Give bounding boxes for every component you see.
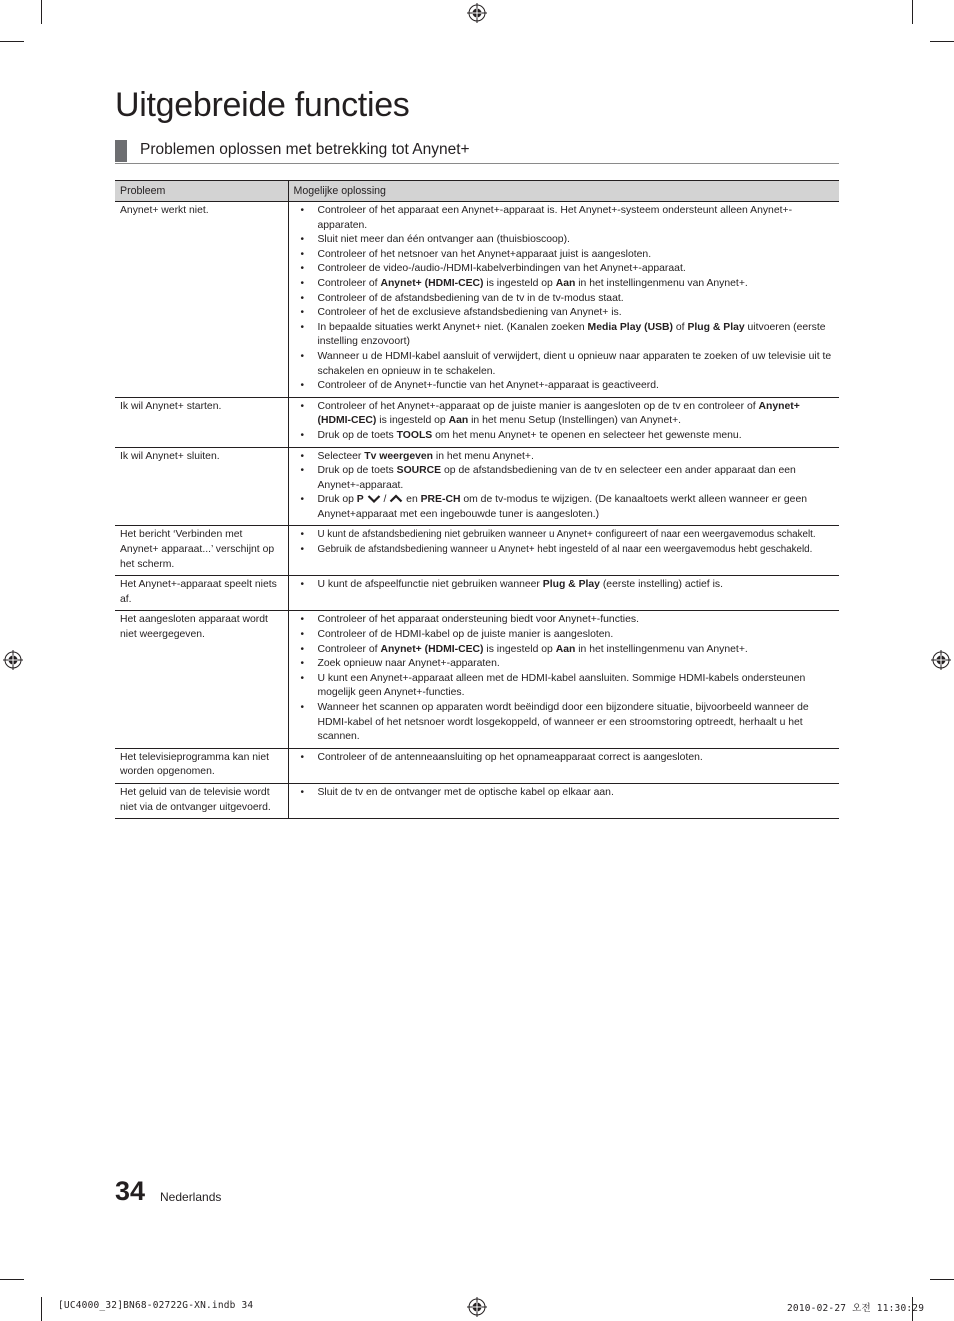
solution-item: • Controleer of Anynet+ (HDMI-CEC) is ingesteld op Aan in het instellingenmenu van Anynet+. <box>294 643 835 658</box>
chevron-down-icon <box>367 493 381 504</box>
table-header-row <box>115 181 839 202</box>
solution-item: • Zoek opnieuw naar Anynet+-apparaten. <box>294 657 835 672</box>
solution-item: • Controleer of het Anynet+-apparaat op de juiste manier is aangesloten op de tv en controleer of Anynet+ (HDMI-CEC) is ingesteld op Aan in het menu Setup (Instellingen) van Anynet+. <box>294 400 835 429</box>
solution-list <box>294 786 835 801</box>
solution-item: • Druk op P / en PRE-CH om de tv-modus te wijzigen. (De kanaaltoets werkt alleen wanneer er geen Anynet+apparaat met een ingebouwde tuner is aangesloten.) <box>294 493 835 522</box>
solution-cell <box>288 397 839 447</box>
solution-item: • Druk op de toets SOURCE op de afstandsbediening van de tv en selecteer een ander apparaat dan een Anynet+-apparaat. <box>294 464 835 493</box>
chevron-up-icon <box>389 493 403 504</box>
solution-cell <box>288 611 839 748</box>
section-title: Problemen oplossen met betrekking tot Anynet+ <box>140 141 470 158</box>
crop-mark <box>930 41 954 42</box>
column-header-problem: Probleem <box>115 181 288 202</box>
registration-mark-icon <box>467 3 487 23</box>
solution-list <box>294 450 835 523</box>
table-row <box>115 202 839 398</box>
solution-cell <box>288 202 839 398</box>
solution-item: • Controleer of het apparaat een Anynet+-apparaat is. Het Anynet+-systeem ondersteunt alleen Anynet+-apparaten. <box>294 204 835 233</box>
problem-cell: Het Anynet+-apparaat speelt niets af. <box>115 576 288 611</box>
section-header <box>115 140 839 164</box>
solution-cell <box>288 748 839 783</box>
solution-cell <box>288 783 839 818</box>
solution-item: • Controleer de video-/audio-/HDMI-kabelverbindingen van het Anynet+-apparaat. <box>294 262 835 277</box>
solution-item: • Controleer of de HDMI-kabel op de juiste manier is aangesloten. <box>294 628 835 643</box>
solution-item: • Sluit niet meer dan één ontvanger aan (thuisbioscoop). <box>294 233 835 248</box>
problem-cell: Het geluid van de televisie wordt niet via de ontvanger uitgevoerd. <box>115 783 288 818</box>
solution-item: • Wanneer u de HDMI-kabel aansluit of verwijdert, dient u opnieuw naar apparaten te zoeken of uw televisie uit te schakelen en opnieuw in te schakelen. <box>294 350 835 379</box>
solution-item: • Controleer of de afstandsbediening van de tv in de tv-modus staat. <box>294 292 835 307</box>
problem-cell: Ik wil Anynet+ starten. <box>115 397 288 447</box>
troubleshooting-table <box>115 180 839 819</box>
page-title: Uitgebreide functies <box>115 86 410 124</box>
problem-cell: Het televisieprogramma kan niet worden opgenomen. <box>115 748 288 783</box>
solution-cell <box>288 447 839 526</box>
print-file-info: [UC4000_32]BN68-02722G-XN.indb 34 <box>58 1300 254 1311</box>
page-number: 34 <box>115 1176 146 1206</box>
problem-cell: Het aangesloten apparaat wordt niet weergegeven. <box>115 611 288 748</box>
solution-item: • Gebruik de afstandsbediening wanneer u Anynet+ hebt ingesteld of al naar een weergavemodus hebt geschakeld. <box>294 543 835 558</box>
solution-cell <box>288 526 839 576</box>
problem-cell: Ik wil Anynet+ sluiten. <box>115 447 288 526</box>
solution-item: • Controleer of het apparaat ondersteuning biedt voor Anynet+-functies. <box>294 613 835 628</box>
solution-item: • Wanneer het scannen op apparaten wordt beëindigd door een bijzondere situatie, bijvoorbeeld wanneer de HDMI-kabel of het netsnoer wordt losgekoppeld, of wanneer er een stroomstoring optreedt, herhaalt u het scannen. <box>294 701 835 745</box>
crop-mark <box>930 1279 954 1280</box>
solution-item: • Selecteer Tv weergeven in het menu Anynet+. <box>294 450 835 465</box>
solution-item: • Controleer of het de exclusieve afstandsbediening van Anynet+ is. <box>294 306 835 321</box>
table-row <box>115 447 839 526</box>
table-row <box>115 783 839 818</box>
crop-mark <box>0 41 24 42</box>
solution-item: • Controleer of de antenneaansluiting op het opnameapparaat correct is aangesloten. <box>294 751 835 766</box>
solution-item: • Controleer of de Anynet+-functie van het Anynet+-apparaat is geactiveerd. <box>294 379 835 394</box>
table-row <box>115 576 839 611</box>
print-timestamp: 2010-02-27 오전 11:30:29 <box>787 1303 925 1314</box>
solution-cell <box>288 576 839 611</box>
table-row <box>115 397 839 447</box>
table-row <box>115 526 839 576</box>
solution-item: • U kunt de afstandsbediening niet gebruiken wanneer u Anynet+ configureert of naar een weergavemodus schakelt. <box>294 528 835 543</box>
registration-mark-icon <box>931 650 951 670</box>
registration-mark-icon <box>3 650 23 670</box>
solution-list <box>294 751 835 766</box>
problem-cell: Het bericht ‘Verbinden met Anynet+ apparaat...’ verschijnt op het scherm. <box>115 526 288 576</box>
crop-mark <box>0 1279 24 1280</box>
registration-mark-icon <box>467 1297 487 1317</box>
crop-mark <box>912 0 913 24</box>
solution-item: • Controleer of het netsnoer van het Anynet+apparaat juist is aangesloten. <box>294 248 835 263</box>
column-header-solution: Mogelijke oplossing <box>288 181 839 202</box>
solution-item: • Controleer of Anynet+ (HDMI-CEC) is ingesteld op Aan in het instellingenmenu van Anynet+. <box>294 277 835 292</box>
table-row <box>115 748 839 783</box>
solution-item: • U kunt de afspeelfunctie niet gebruiken wanneer Plug & Play (eerste instelling) actief is. <box>294 578 835 593</box>
table-body <box>115 202 839 819</box>
table-row <box>115 611 839 748</box>
solution-item: • Sluit de tv en de ontvanger met de optische kabel op elkaar aan. <box>294 786 835 801</box>
solution-list <box>294 613 835 744</box>
solution-list <box>294 204 835 394</box>
solution-list <box>294 400 835 444</box>
solution-item: • U kunt een Anynet+-apparaat alleen met de HDMI-kabel aansluiten. Sommige HDMI-kabels ondersteunen mogelijk geen Anynet+-functies. <box>294 672 835 701</box>
solution-list <box>294 528 835 557</box>
solution-item: • In bepaalde situaties werkt Anynet+ niet. (Kanalen zoeken Media Play (USB) of Plug & Play uitvoeren (eerste instelling enzovoort) <box>294 321 835 350</box>
solution-list <box>294 578 835 593</box>
crop-mark <box>41 0 42 24</box>
section-bar <box>115 140 127 162</box>
page-language: Nederlands <box>160 1190 222 1204</box>
crop-mark <box>41 1297 42 1321</box>
problem-cell: Anynet+ werkt niet. <box>115 202 288 398</box>
solution-item: • Druk op de toets TOOLS om het menu Anynet+ te openen en selecteer het gewenste menu. <box>294 429 835 444</box>
